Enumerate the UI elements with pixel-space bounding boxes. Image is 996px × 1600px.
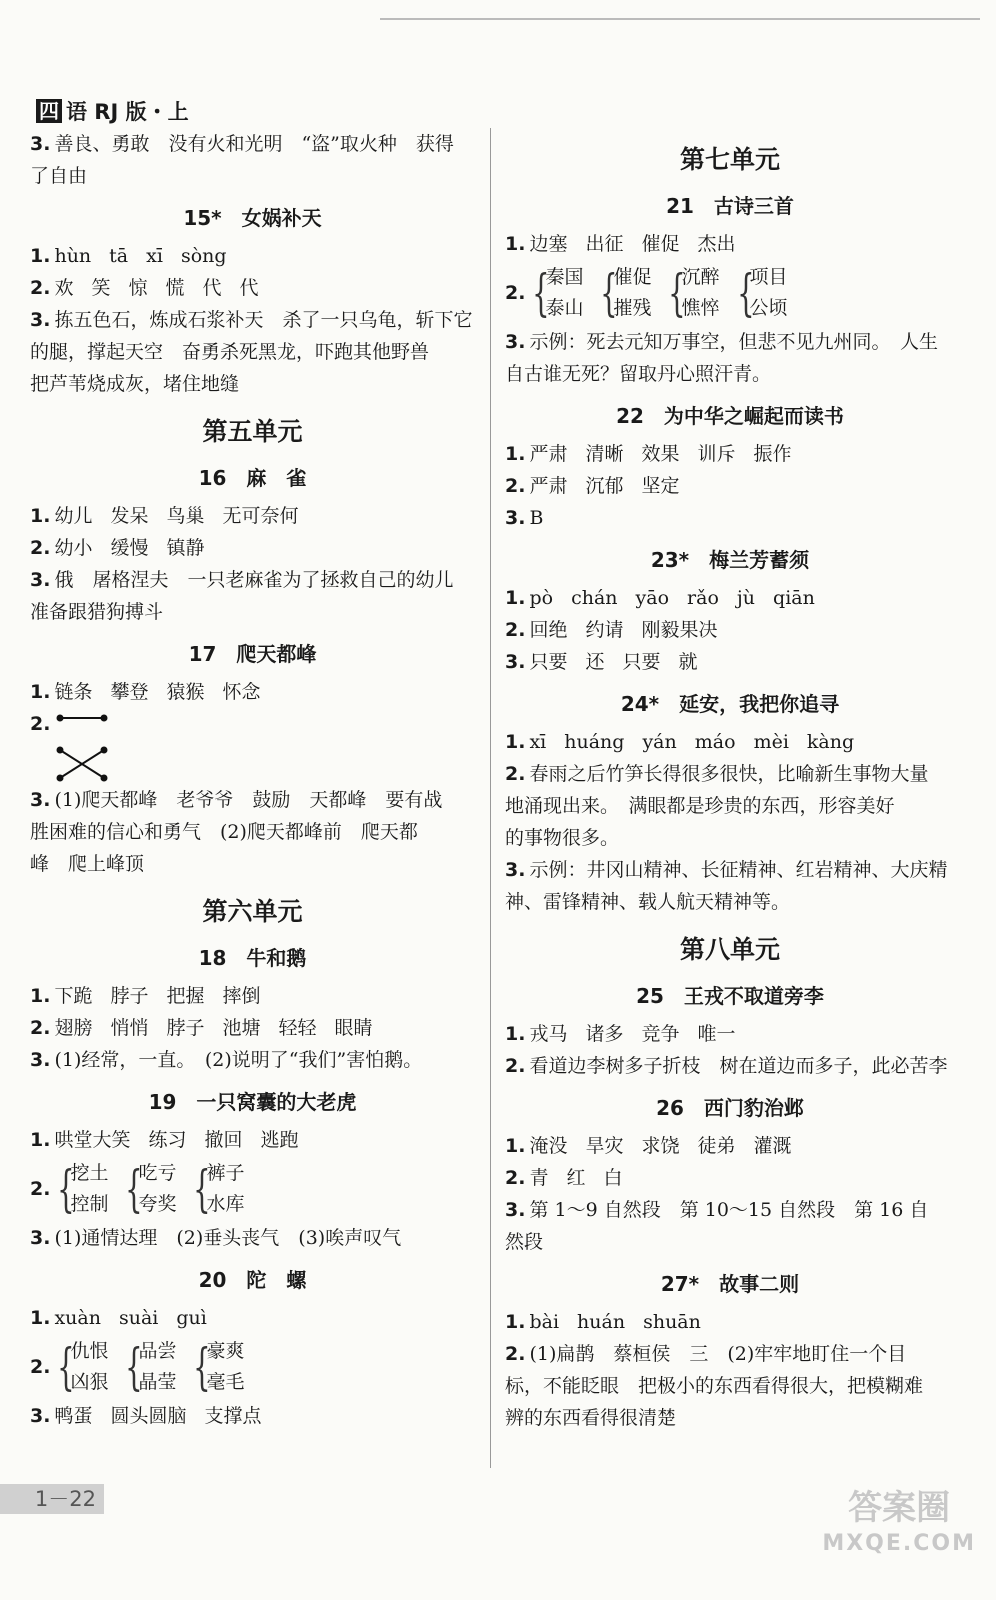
l27-item-2: 2. (1)扁鹊 蔡桓侯 三 (2)牢牢地盯住一个目 bbox=[505, 1343, 907, 1365]
lesson-27-title: 27* 故事二则 bbox=[660, 1272, 800, 1296]
matching-lines-diagram bbox=[54, 708, 114, 784]
header-subtitle: 语 RJ 版・上 bbox=[66, 100, 189, 124]
l17-item-3-line2: 胜困难的信心和勇气 (2)爬天都峰前 爬天都 bbox=[30, 821, 418, 843]
left-column bbox=[30, 128, 475, 1432]
lesson-26-title: 26 西门豹治邺 bbox=[656, 1096, 804, 1120]
brace-icon: { bbox=[57, 1338, 76, 1396]
brace-icon: { bbox=[668, 264, 687, 322]
l15-item-3-line2: 的腿，撑起天空 奋勇杀死黑龙，吓跑其他野兽 bbox=[30, 341, 430, 363]
brace-icon: { bbox=[736, 264, 755, 322]
l21-item-2: 2. { 秦国 泰山 { 催促 摧残 { 沉醉 憔悴 { 项目 公顷 bbox=[505, 264, 788, 322]
lesson-18-title: 18 牛和鹅 bbox=[198, 946, 307, 970]
l17-item-3-line3: 峰 爬上峰顶 bbox=[30, 853, 145, 875]
l19-item-2: 2. { 挖土 控制 { 吃亏 夸奖 { 裤子 水库 bbox=[30, 1160, 245, 1218]
brace-icon: { bbox=[600, 264, 619, 322]
prev-item-3-cont: 了自由 bbox=[30, 165, 88, 187]
grade-badge: 四 bbox=[36, 99, 62, 123]
l24-item-2-line3: 的事物很多。 bbox=[505, 827, 620, 849]
l17-item-1: 1. 链条 攀登 猿猴 怀念 bbox=[30, 681, 261, 703]
l24-item-2-line2: 地涌现出来。 满眼都是珍贵的东西，形容美好 bbox=[505, 795, 895, 817]
watermark-logo bbox=[822, 1490, 976, 1562]
word-pair: { 秦国 泰山 bbox=[532, 264, 584, 322]
word-pair: { 吃亏 夸奖 bbox=[125, 1160, 177, 1218]
l16-item-3: 3. 俄 屠格涅夫 一只老麻雀为了拯救自己的幼儿 bbox=[30, 569, 454, 591]
watermark-line2: MXQE.COM bbox=[822, 1531, 976, 1556]
l24-item-2: 2. 春雨之后竹笋长得很多很快，比喻新生事物大量 bbox=[505, 763, 929, 785]
brace-icon: { bbox=[193, 1160, 212, 1218]
l19-item-3: 3. (1)通情达理 (2)垂头丧气 (3)唉声叹气 bbox=[30, 1227, 402, 1249]
watermark-line1: 答案圈 bbox=[848, 1488, 951, 1528]
lesson-21-title: 21 古诗三首 bbox=[666, 194, 794, 218]
l20-item-2: 2. { 仇恨 凶狠 { 品尝 晶莹 { 豪爽 毫毛 bbox=[30, 1338, 245, 1396]
l24-item-3-line2: 神、雷锋精神、载人航天精神等。 bbox=[505, 891, 791, 913]
l21-item-1: 1. 边塞 出征 催促 杰出 bbox=[505, 233, 736, 255]
l23-item-1: 1. pò chán yāo rǎo jù qiān bbox=[505, 587, 815, 609]
brace-icon: { bbox=[125, 1160, 144, 1218]
lesson-23-title: 23* 梅兰芳蓄须 bbox=[650, 548, 810, 572]
l19-item-1: 1. 哄堂大笑 练习 撤回 逃跑 bbox=[30, 1129, 299, 1151]
lesson-19-title: 19 一只窝囊的大老虎 bbox=[148, 1090, 357, 1114]
word-pair: { 仇恨 凶狠 bbox=[57, 1338, 109, 1396]
l25-item-2: 2. 看道边李树多子折枝 树在道边而多子，此必苦李 bbox=[505, 1055, 948, 1077]
brace-icon: { bbox=[57, 1160, 76, 1218]
l26-item-3: 3. 第 1～9 自然段 第 10～15 自然段 第 16 自 bbox=[505, 1199, 929, 1221]
l17-item-2: 2. bbox=[30, 708, 475, 784]
l26-item-1: 1. 淹没 旱灾 求饶 徒弟 灌溉 bbox=[505, 1135, 792, 1157]
l17-item-3: 3. (1)爬天都峰 老爷爷 鼓励 天都峰 要有战 bbox=[30, 789, 443, 811]
l18-item-2: 2. 翅膀 悄悄 脖子 池塘 轻轻 眼睛 bbox=[30, 1017, 373, 1039]
l27-item-2-line3: 辨的东西看得很清楚 bbox=[505, 1407, 677, 1429]
unit-6-title: 第六单元 bbox=[202, 897, 303, 926]
l15-item-2: 2. 欢 笑 惊 慌 代 代 bbox=[30, 277, 259, 299]
unit-5-title: 第五单元 bbox=[202, 417, 303, 446]
l24-item-3: 3. 示例：井冈山精神、长征精神、红岩精神、大庆精 bbox=[505, 859, 948, 881]
l22-item-1: 1. 严肃 清晰 效果 训斥 振作 bbox=[505, 443, 792, 465]
l16-item-3-line2: 准备跟猎狗搏斗 bbox=[30, 601, 164, 623]
word-pair: { 项目 公顷 bbox=[736, 264, 788, 322]
page-header bbox=[36, 96, 189, 126]
word-pair: { 裤子 水库 bbox=[193, 1160, 245, 1218]
l16-item-1: 1. 幼儿 发呆 鸟巢 无可奈何 bbox=[30, 505, 299, 527]
l27-item-1: 1. bài huán shuān bbox=[505, 1311, 701, 1333]
column-divider bbox=[490, 128, 491, 1468]
lesson-16-title: 16 麻 雀 bbox=[198, 466, 307, 490]
brace-icon: { bbox=[193, 1338, 212, 1396]
lesson-20-title: 20 陀 螺 bbox=[198, 1268, 307, 1292]
l26-item-3-line2: 然段 bbox=[505, 1231, 544, 1253]
lesson-24-title: 24* 延安，我把你追寻 bbox=[620, 692, 840, 716]
top-rule bbox=[380, 18, 980, 20]
l23-item-3: 3. 只要 还 只要 就 bbox=[505, 651, 698, 673]
word-pair: { 品尝 晶莹 bbox=[125, 1338, 177, 1396]
l26-item-2: 2. 青 红 白 bbox=[505, 1167, 623, 1189]
word-pair: { 催促 摧残 bbox=[600, 264, 652, 322]
l20-item-1: 1. xuàn suài guì bbox=[30, 1307, 207, 1329]
lesson-17-title: 17 爬天都峰 bbox=[188, 642, 317, 666]
word-pair: { 豪爽 毫毛 bbox=[193, 1338, 245, 1396]
unit-7-title: 第七单元 bbox=[679, 145, 780, 174]
l18-item-3: 3. (1)经常，一直。 (2)说明了“我们”害怕鹅。 bbox=[30, 1049, 423, 1071]
right-column bbox=[505, 128, 955, 1434]
lesson-25-title: 25 王戎不取道旁李 bbox=[636, 984, 824, 1008]
brace-icon: { bbox=[125, 1338, 144, 1396]
l15-item-3-line3: 把芦苇烧成灰，堵住地缝 bbox=[30, 373, 240, 395]
l22-item-3: 3. B bbox=[505, 507, 544, 529]
lesson-22-title: 22 为中华之崛起而读书 bbox=[616, 404, 844, 428]
l20-item-3: 3. 鸭蛋 圆头圆脑 支撑点 bbox=[30, 1405, 262, 1427]
l21-item-3-line2: 自古谁无死？留取丹心照汗青。 bbox=[505, 363, 772, 385]
l18-item-1: 1. 下跪 脖子 把握 摔倒 bbox=[30, 985, 261, 1007]
brace-icon: { bbox=[532, 264, 551, 322]
l22-item-2: 2. 严肃 沉郁 坚定 bbox=[505, 475, 680, 497]
word-pair: { 沉醉 憔悴 bbox=[668, 264, 720, 322]
l23-item-2: 2. 回绝 约请 刚毅果决 bbox=[505, 619, 718, 641]
l16-item-2: 2. 幼小 缓慢 镇静 bbox=[30, 537, 205, 559]
prev-item-3: 3. 善良、勇敢 没有火和光明 “盗”取火种 获得 bbox=[30, 133, 454, 155]
l15-item-3: 3. 拣五色石，炼成石浆补天 杀了一只乌龟，斩下它 bbox=[30, 309, 473, 331]
unit-8-title: 第八单元 bbox=[679, 935, 780, 964]
lesson-15-title: 15* 女娲补天 bbox=[183, 206, 322, 230]
l24-item-1: 1. xī huáng yán máo mèi kàng bbox=[505, 731, 855, 753]
l21-item-3: 3. 示例：死去元知万事空，但悲不见九州同。 人生 bbox=[505, 331, 938, 353]
page-number: 1－22 bbox=[0, 1484, 104, 1514]
l25-item-1: 1. 戎马 诸多 竞争 唯一 bbox=[505, 1023, 736, 1045]
l15-item-1: 1. hùn tā xī sòng bbox=[30, 245, 227, 267]
l27-item-2-line2: 标，不能眨眼 把极小的东西看得很大，把模糊难 bbox=[505, 1375, 924, 1397]
word-pair: { 挖土 控制 bbox=[57, 1160, 109, 1218]
